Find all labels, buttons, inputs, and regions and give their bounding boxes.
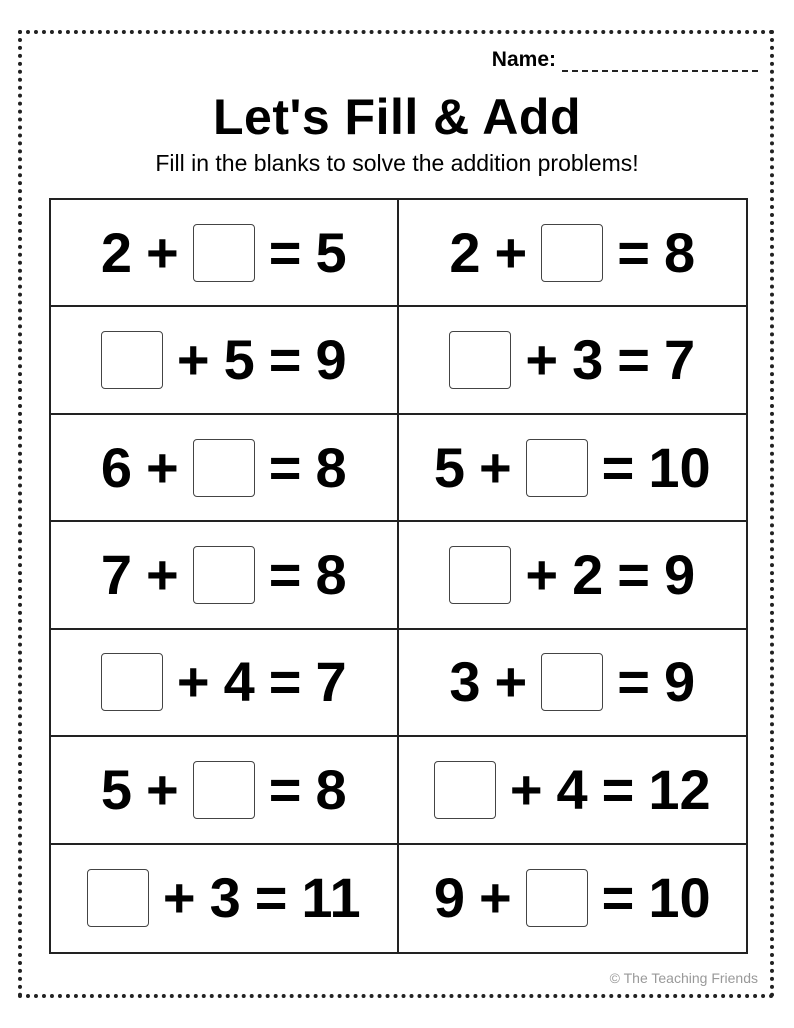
plus-sign: + bbox=[162, 866, 196, 930]
problem-cell bbox=[399, 415, 747, 522]
equals-sign: = bbox=[601, 757, 635, 821]
sum-value: 9 bbox=[663, 650, 696, 714]
sum-value: 8 bbox=[315, 435, 347, 499]
answer-box[interactable] bbox=[193, 224, 255, 282]
plus-sign: + bbox=[146, 542, 179, 606]
equals-sign: = bbox=[268, 650, 302, 714]
equation bbox=[449, 542, 696, 606]
equals-sign: = bbox=[268, 328, 302, 392]
equals-sign: = bbox=[268, 542, 302, 606]
problem-cell bbox=[51, 630, 399, 737]
addend-1: 5 bbox=[100, 757, 133, 821]
equals-sign: = bbox=[617, 328, 650, 392]
sum-value: 10 bbox=[648, 435, 711, 499]
equation bbox=[101, 328, 347, 392]
answer-box[interactable] bbox=[526, 439, 588, 497]
addend-2: 3 bbox=[572, 328, 604, 392]
addend-1: 2 bbox=[100, 220, 133, 284]
equation bbox=[449, 650, 696, 714]
equals-sign: = bbox=[617, 650, 650, 714]
problem-cell bbox=[51, 845, 399, 952]
plus-sign: + bbox=[146, 435, 179, 499]
answer-box[interactable] bbox=[101, 653, 163, 711]
copyright-notice: © The Teaching Friends bbox=[609, 970, 758, 986]
answer-box[interactable] bbox=[541, 224, 603, 282]
problem-cell bbox=[51, 200, 399, 307]
problem-cell bbox=[51, 415, 399, 522]
sum-value: 11 bbox=[301, 866, 361, 930]
equation bbox=[433, 866, 711, 930]
equation bbox=[100, 542, 347, 606]
problem-cell bbox=[51, 522, 399, 629]
plus-sign: + bbox=[494, 220, 528, 284]
equation bbox=[449, 220, 696, 284]
plus-sign: + bbox=[146, 220, 179, 284]
plus-sign: + bbox=[146, 757, 179, 821]
problem-cell bbox=[399, 200, 747, 307]
sum-value: 9 bbox=[315, 328, 347, 392]
answer-box[interactable] bbox=[449, 331, 511, 389]
answer-box[interactable] bbox=[434, 761, 496, 819]
sum-value: 8 bbox=[315, 757, 347, 821]
sum-value: 7 bbox=[663, 328, 696, 392]
sum-value: 7 bbox=[315, 650, 347, 714]
plus-sign: + bbox=[478, 435, 512, 499]
name-label: Name: bbox=[491, 48, 556, 71]
equation bbox=[433, 435, 711, 499]
sum-value: 5 bbox=[315, 220, 347, 284]
addend-1: 3 bbox=[449, 650, 481, 714]
sum-value: 8 bbox=[315, 542, 347, 606]
plus-sign: + bbox=[525, 542, 559, 606]
answer-box[interactable] bbox=[87, 869, 149, 927]
problem-cell bbox=[399, 307, 747, 414]
equation bbox=[101, 650, 347, 714]
equals-sign: = bbox=[601, 435, 635, 499]
equation bbox=[100, 757, 347, 821]
name-blank-line[interactable] bbox=[562, 52, 758, 72]
addend-1: 6 bbox=[100, 435, 133, 499]
addend-1: 7 bbox=[100, 542, 133, 606]
equals-sign: = bbox=[601, 866, 635, 930]
plus-sign: + bbox=[478, 866, 512, 930]
addend-2: 2 bbox=[572, 542, 604, 606]
problem-cell bbox=[399, 737, 747, 844]
equals-sign: = bbox=[268, 757, 302, 821]
equation bbox=[100, 220, 347, 284]
answer-box[interactable] bbox=[193, 439, 255, 497]
problem-cell bbox=[399, 522, 747, 629]
plus-sign: + bbox=[494, 650, 528, 714]
addend-1: 2 bbox=[449, 220, 481, 284]
answer-box[interactable] bbox=[101, 331, 163, 389]
equals-sign: = bbox=[254, 866, 288, 930]
sum-value: 8 bbox=[663, 220, 696, 284]
problems-grid bbox=[49, 198, 748, 954]
problem-cell bbox=[51, 307, 399, 414]
addend-1: 9 bbox=[433, 866, 465, 930]
problem-cell bbox=[51, 737, 399, 844]
equation bbox=[100, 435, 347, 499]
equation bbox=[434, 757, 711, 821]
equals-sign: = bbox=[617, 220, 650, 284]
sum-value: 9 bbox=[663, 542, 696, 606]
sum-value: 12 bbox=[648, 757, 711, 821]
equals-sign: = bbox=[268, 435, 302, 499]
addend-2: 5 bbox=[223, 328, 255, 392]
page-title: Let's Fill & Add bbox=[212, 89, 582, 145]
answer-box[interactable] bbox=[193, 761, 255, 819]
sum-value: 10 bbox=[648, 866, 711, 930]
plus-sign: + bbox=[176, 650, 210, 714]
plus-sign: + bbox=[509, 757, 543, 821]
addend-2: 4 bbox=[556, 757, 588, 821]
problem-cell bbox=[399, 630, 747, 737]
equals-sign: = bbox=[268, 220, 302, 284]
problem-cell bbox=[399, 845, 747, 952]
plus-sign: + bbox=[176, 328, 210, 392]
addend-2: 3 bbox=[209, 866, 241, 930]
answer-box[interactable] bbox=[541, 653, 603, 711]
answer-box[interactable] bbox=[193, 546, 255, 604]
equals-sign: = bbox=[617, 542, 650, 606]
plus-sign: + bbox=[525, 328, 559, 392]
answer-box[interactable] bbox=[526, 869, 588, 927]
name-field[interactable] bbox=[492, 48, 758, 72]
answer-box[interactable] bbox=[449, 546, 511, 604]
equation bbox=[87, 866, 361, 930]
addend-1: 5 bbox=[433, 435, 465, 499]
instructions: Fill in the blanks to solve the addition problems! bbox=[155, 150, 639, 176]
addend-2: 4 bbox=[223, 650, 255, 714]
equation bbox=[449, 328, 696, 392]
